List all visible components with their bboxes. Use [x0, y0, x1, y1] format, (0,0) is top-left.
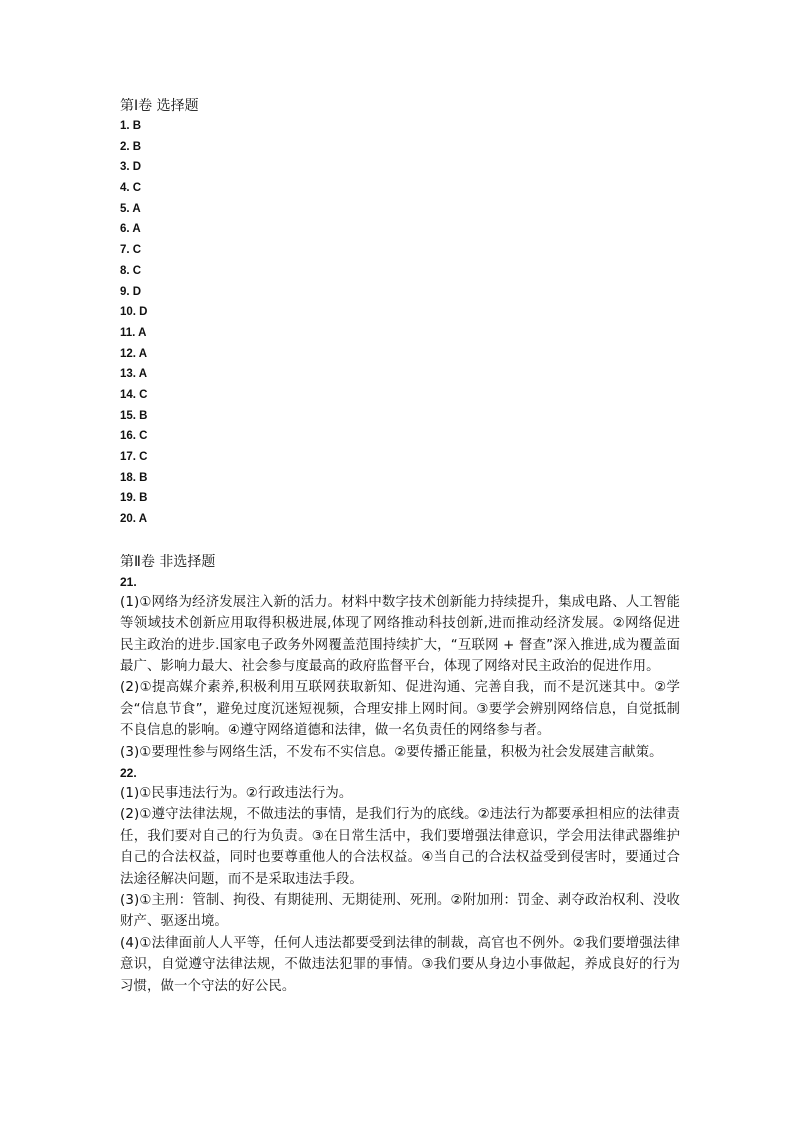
question-21-answer-3: (3)①要理性参与网络生活，不发布不实信息。②要传播正能量，积极为社会发展建言献策。 [120, 744, 663, 760]
part1-title: 第Ⅰ卷 选择题 [120, 98, 199, 114]
choice-answer-list [120, 116, 680, 530]
question-21-answer-2: (2)①提高媒介素养,积极利用互联网获取新知、促进沟通、完善自我，而不是沉迷其中。②学会“信息节食”，避免过度沉迷短视频，合理安排上网时间。③要学会辨别网络信息，自觉抵制不良信息的影响。④遵守网络道德和法律，做一名负责任的网络参与者。 [120, 680, 680, 739]
section-spacer [120, 530, 680, 552]
choice-answer: 11. A [120, 326, 147, 339]
choice-answer: 5. A [120, 202, 141, 215]
choice-answer: 7. C [120, 244, 142, 257]
question-22-answer-4: (4)①法律面前人人平等，任何人违法都要受到法律的制裁，高官也不例外。②我们要增强法律意识，自觉遵守法律法规，不做违法犯罪的事情。③我们要从身边小事做起，养成良好的行为习惯，做一个守法的好公民。 [120, 935, 680, 994]
part2-title: 第Ⅱ卷 非选择题 [120, 553, 216, 570]
question-22-answer-1: (1)①民事违法行为。②行政违法行为。 [120, 786, 353, 801]
choice-answer: 1. B [120, 120, 142, 132]
choice-answer: 18. B [120, 471, 148, 484]
choice-answer: 12. A [120, 347, 148, 360]
question-22-answer-3: (3)①主刑：管制、拘役、有期徒刑、无期徒刑、死刑。②附加刑：罚金、剥夺政治权利、没收财产、驱逐出境。 [120, 893, 680, 930]
choice-answer: 3. D [120, 161, 142, 174]
question-22-number: 22. [120, 766, 137, 780]
question-21-answer-1: (1)①网络为经济发展注入新的活力。材料中数字技术创新能力持续提升，集成电路、人工智能等领域技术创新应用取得积极进展,体现了网络推动科技创新,进而推动经济发展。②网络促进民主政治的进步.国家电子政务外网覆盖范围持续扩大，“互联网 + 督查”深入推进,成为覆盖面最广、影响力最大、社会参与度最高的政府监督平台，体现了网络对民主政治的促进作用。 [120, 594, 680, 674]
choice-answer: 16. C [120, 430, 148, 443]
choice-answer: 6. A [120, 223, 141, 236]
choice-answer: 17. C [120, 451, 148, 463]
choice-answer: 15. B [120, 409, 148, 422]
choice-answer: 19. B [120, 492, 148, 505]
choice-answer: 8. C [120, 264, 142, 277]
choice-answer: 14. C [120, 388, 148, 401]
choice-answer: 10. D [120, 306, 148, 319]
choice-answer: 9. D [120, 285, 142, 298]
question-21-number: 21. [120, 574, 137, 589]
choice-answer: 20. A [120, 513, 148, 526]
question-22-answer-2: (2)①遵守法律法规，不做违法的事情，是我们行为的底线。②违法行为都要承担相应的法律责任，我们要对自己的行为负责。③在日常生活中，我们要增强法律意识，学会用法律武器维护自己的合法权益，同时也要尊重他人的合法权益。④当自己的合法权益受到侵害时，要通过合法途径解决问题，而不是采取违法手段。 [120, 807, 680, 887]
choice-answer: 2. B [120, 140, 142, 153]
choice-answer: 4. C [120, 182, 142, 195]
answer-key-page [120, 96, 680, 997]
choice-answer: 13. A [120, 368, 148, 381]
